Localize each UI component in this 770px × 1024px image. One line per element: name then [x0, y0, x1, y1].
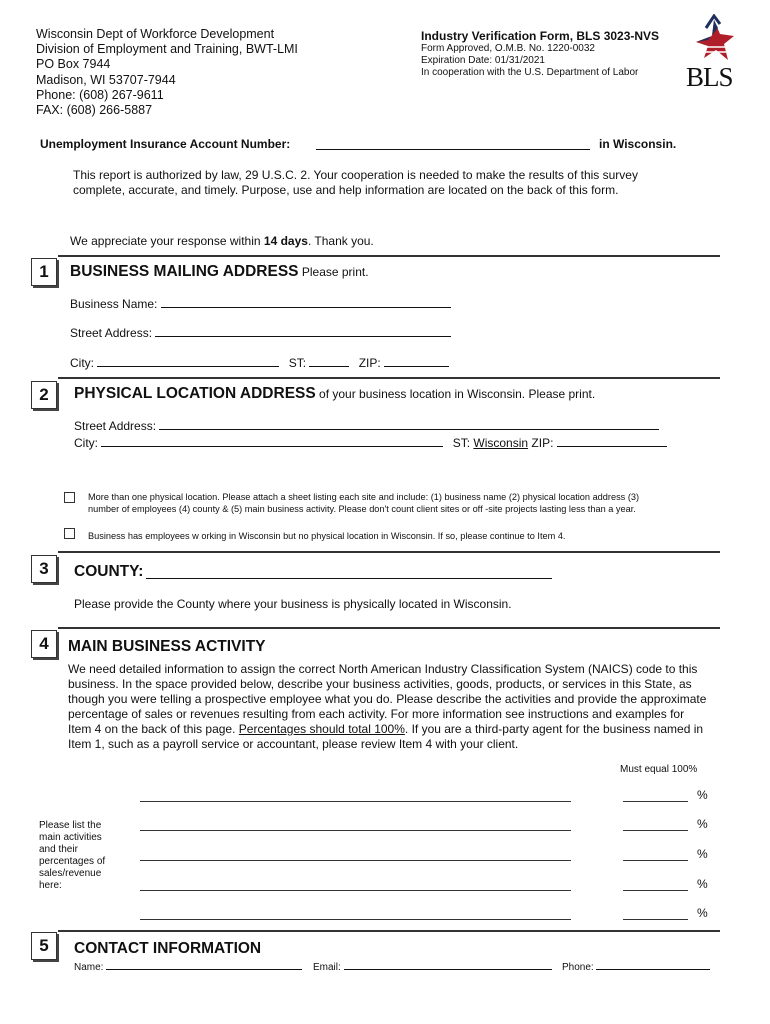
ui-account-label: Unemployment Insurance Account Number: [40, 137, 291, 151]
activity-description-field[interactable] [140, 820, 571, 831]
bls-logo [684, 14, 742, 92]
agency-line: FAX: (608) 266-5887 [36, 103, 153, 118]
contact-name-field[interactable] [106, 960, 302, 970]
activity-description-field[interactable] [140, 850, 571, 861]
physical-city-label: City: [74, 436, 98, 450]
activity-row [140, 817, 710, 834]
multiple-locations-text [88, 491, 639, 515]
section-1-title [70, 263, 369, 281]
physical-city-row [74, 435, 667, 450]
agency-line: Wisconsin Dept of Workforce Development [36, 27, 275, 41]
no-physical-location-checkbox[interactable] [64, 528, 75, 539]
physical-state-value: Wisconsin [473, 436, 529, 450]
physical-state-label: ST: [452, 436, 471, 450]
physical-city-field[interactable] [101, 435, 443, 447]
must-equal-note: Must equal 100% [620, 764, 698, 775]
mailing-zip-field[interactable] [384, 355, 449, 367]
physical-zip-label: ZIP: [531, 436, 554, 450]
contact-phone-label: Phone: [562, 962, 594, 973]
thanks-text: We appreciate your response within [70, 234, 264, 248]
activity-percent-field[interactable] [623, 909, 688, 920]
mailing-state-field[interactable] [309, 355, 349, 367]
form-title: Industry Verification Form, BLS 3023-NVS [421, 29, 660, 43]
section-2-subtitle: of your business location in Wisconsin. Please print. [315, 387, 596, 401]
contact-name-label: Name: [74, 962, 104, 973]
activity-instructions [68, 662, 708, 752]
activity-row [140, 788, 710, 805]
contact-phone-field[interactable] [596, 960, 710, 970]
section-divider [58, 551, 720, 553]
agency-line: Division of Employment and Training, BWT-LMI [36, 42, 298, 57]
percent-total-note: Percentages should total 100% [238, 722, 405, 736]
section-number-3: 3 [31, 555, 57, 583]
activity-percent-field[interactable] [623, 791, 688, 802]
percent-sign: % [697, 788, 708, 802]
section-1-subtitle: Please print. [298, 265, 369, 279]
percent-sign: % [697, 817, 708, 831]
activity-description-field[interactable] [140, 909, 571, 920]
bls-star-icon [684, 14, 742, 64]
no-physical-location-text: Business has employees w orking in Wisconsin but no physical location in Wisconsin. If so, please continue to Item 4. [88, 531, 566, 541]
activity-description-field[interactable] [140, 791, 571, 802]
section-divider [58, 930, 720, 932]
activity-percent-field[interactable] [623, 820, 688, 831]
activity-percent-field[interactable] [623, 880, 688, 891]
bls-logo-text: BLS [686, 62, 733, 92]
activity-instructions-text: We need detailed information to assign the correct North American Industry Classification System (NAICS) code to this business. In the space provided below, describe your business activities, goods, products, or services in this State, as though you were telling a prospective employee what you do. Please describe the activities and provide the approximate percentage of sales or revenues resulting from each activity. For more information see instructions and examples for Item 4 on the back of this page. [68, 662, 707, 736]
physical-street-field[interactable] [159, 418, 659, 430]
thanks-text-end: . Thank you. [307, 234, 374, 248]
agency-address-block [36, 27, 298, 118]
multiple-locations-checkbox[interactable] [64, 492, 75, 503]
section-2-title [74, 385, 595, 403]
section-divider [58, 627, 720, 629]
form-meta-line: Expiration Date: 01/31/2021 [421, 55, 545, 66]
section-number-1: 1 [31, 258, 57, 286]
county-note: Please provide the County where your business is physically located in Wisconsin. [74, 597, 512, 611]
agency-line: Phone: (608) 267-9611 [36, 87, 164, 102]
section-number-4: 4 [31, 630, 57, 658]
section-4-title: MAIN BUSINESS ACTIVITY [68, 638, 266, 655]
section-divider [58, 255, 720, 257]
form-meta-line: In cooperation with the U.S. Department of Labor [421, 67, 639, 78]
mailing-street-label: Street Address: [70, 326, 153, 340]
mailing-city-field[interactable] [97, 355, 279, 367]
multiple-locations-line: number of employees (4) county & (5) main business activity. Please don't count client sites or off -site projects lasting less than a year. [88, 504, 636, 514]
deadline-days: 14 days [263, 234, 308, 248]
agency-line: PO Box 7944 [36, 57, 111, 72]
multiple-locations-line: More than one physical location. Please attach a sheet listing each site and include: (1) business name (2) physical location address (3) [88, 492, 640, 502]
physical-street-row [74, 418, 659, 433]
activity-percent-field[interactable] [623, 850, 688, 861]
contact-email-row [313, 960, 552, 973]
business-name-label: Business Name: [70, 297, 158, 311]
mailing-state-label: ST: [288, 356, 307, 370]
activity-list-label: Please list the main activities and their percentages of sales/revenue here: [39, 820, 106, 891]
contact-email-label: Email: [313, 962, 341, 973]
percent-sign: % [697, 847, 708, 861]
ui-account-number-field[interactable] [316, 139, 590, 150]
contact-email-field[interactable] [344, 960, 552, 970]
form-header-block [421, 29, 659, 79]
section-number-5: 5 [31, 932, 57, 960]
activity-row [140, 877, 710, 894]
contact-name-row [74, 960, 302, 973]
section-2-heading: PHYSICAL LOCATION ADDRESS [74, 385, 316, 402]
section-number-2: 2 [31, 381, 57, 409]
activity-row [140, 847, 710, 864]
section-5-title: CONTACT INFORMATION [74, 940, 262, 957]
activity-row [140, 906, 710, 923]
form-meta-line: Form Approved, O.M.B. No. 1220-0032 [421, 43, 595, 54]
business-name-row [70, 296, 451, 311]
agency-line: Madison, WI 53707-7944 [36, 72, 176, 87]
response-request [70, 234, 374, 248]
activity-instructions-tail: . If you are a third-party agent for the business named in Item 1, such as a payroll service or accountant, please review Item 4 with your client. [68, 722, 704, 751]
contact-phone-row [562, 960, 710, 973]
mailing-street-field[interactable] [155, 325, 451, 337]
section-divider [58, 377, 720, 379]
physical-zip-field[interactable] [557, 435, 667, 447]
section-1-heading: BUSINESS MAILING ADDRESS [70, 263, 299, 280]
mailing-street-row [70, 325, 451, 340]
percent-sign: % [697, 877, 708, 891]
mailing-zip-label: ZIP: [358, 356, 381, 370]
business-name-field[interactable] [161, 296, 451, 308]
mailing-city-label: City: [70, 356, 94, 370]
activity-description-field[interactable] [140, 880, 571, 891]
authorization-notice: This report is authorized by law, 29 U.S.C. 2. Your cooperation is needed to make the results of this survey complete, accurate, and timely. Purpose, use and help information are located on the back of this form. [73, 168, 638, 197]
county-label: COUNTY: [74, 563, 144, 580]
county-field[interactable] [146, 566, 552, 579]
physical-street-label: Street Address: [74, 419, 157, 433]
ui-account-suffix: in Wisconsin. [599, 137, 677, 151]
percent-sign: % [697, 906, 708, 920]
mailing-city-row [70, 355, 449, 370]
